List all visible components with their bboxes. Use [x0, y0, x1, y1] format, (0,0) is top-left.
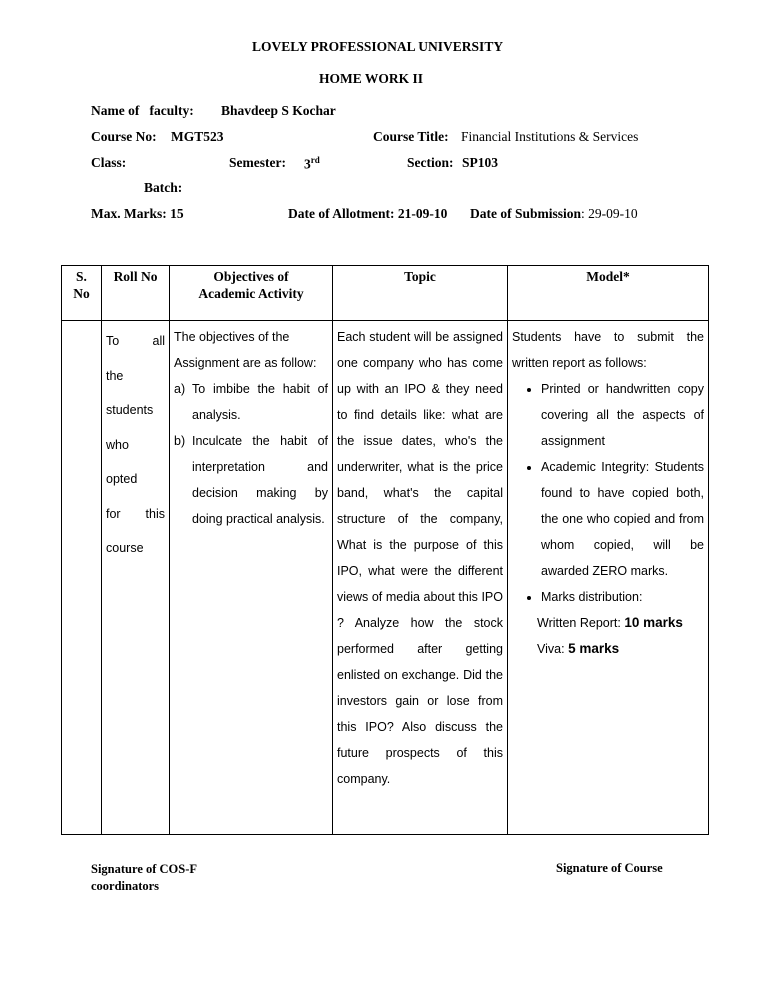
- cell-objectives: [170, 321, 333, 835]
- header-topic: Topic: [333, 266, 508, 321]
- list-item: [174, 428, 328, 532]
- section-value: SP103: [462, 155, 499, 170]
- table-header-row: [62, 266, 709, 321]
- document-title: HOME WORK II: [319, 71, 424, 86]
- signature-cosf-line2: coordinators: [91, 879, 160, 893]
- course-title-value: Financial Institutions & Services: [461, 129, 639, 144]
- viva-label: Viva:: [537, 642, 565, 656]
- viva-marks: [512, 636, 704, 662]
- semester-label: Semester:: [229, 155, 286, 170]
- cell-topic: Each student will be assigned one company who has come up with an IPO & they need to find details like: what are the issue dates, who's the underwriter, what is the price band, what's the capital structure of the company, What is the purpose of this IPO, what were the different views of media about this IPO ? Analyze how the stock performed after getting enlisted on exchange. Did the investors gain or lose from this IPO? Also discuss the future prospects of this company.: [333, 321, 508, 835]
- roll-line: for this: [106, 506, 165, 521]
- list-item: [174, 376, 328, 428]
- table-row: [62, 321, 709, 835]
- university-name: LOVELY PROFESSIONAL UNIVERSITY: [252, 39, 504, 54]
- header-model: Model*: [508, 266, 709, 321]
- signature-course: Signature of Course: [556, 861, 663, 875]
- objectives-list: [174, 376, 328, 532]
- semester-suffix: rd: [310, 155, 320, 165]
- cell-roll-no: [102, 321, 170, 835]
- submission-date: [470, 206, 638, 222]
- roll-line: the: [106, 368, 124, 383]
- written-label: Written Report:: [537, 616, 621, 630]
- faculty-label: Name of faculty:: [91, 103, 194, 118]
- allotment-date: Date of Allotment: 21-09-10: [288, 206, 448, 221]
- model-intro: Students have to submit the written report as follows:: [512, 330, 704, 370]
- objectives-intro: The objectives of the Assignment are as follow:: [174, 330, 317, 370]
- submission-value: : 29-09-10: [581, 206, 638, 221]
- roll-line: students: [106, 403, 154, 417]
- written-report-marks: [512, 610, 704, 636]
- objective-text: To imbibe the habit of analysis.: [192, 382, 328, 422]
- course-no-label: Course No:: [91, 129, 157, 144]
- header-objectives: Objectives of Academic Activity: [170, 266, 333, 321]
- max-marks: Max. Marks: 15: [91, 206, 184, 221]
- section-label: Section:: [407, 155, 454, 170]
- signature-cosf-line1: Signature of COS-F: [91, 862, 198, 876]
- homework-table: [61, 265, 709, 835]
- objective-label: a): [174, 382, 186, 396]
- roll-line: To all: [106, 334, 165, 348]
- model-bullet-list: [512, 376, 704, 610]
- class-label: Class:: [91, 155, 127, 170]
- roll-line: opted: [106, 472, 138, 486]
- cell-sno: [62, 321, 102, 835]
- list-item: • Printed or handwritten copy covering all the aspects of assignment: [541, 376, 704, 454]
- header-sno: S. No: [62, 266, 102, 321]
- written-value: 10 marks: [624, 615, 683, 630]
- faculty-value: Bhavdeep S Kochar: [221, 103, 336, 118]
- batch-label: Batch:: [144, 180, 183, 195]
- list-item: • Marks distribution:: [541, 584, 704, 610]
- roll-line: course: [106, 541, 144, 555]
- cell-model: [508, 321, 709, 835]
- course-no-value: MGT523: [171, 129, 224, 144]
- roll-line: who: [106, 437, 129, 452]
- objective-text: Inculcate the habit of interpretation and decision making by doing practical analysis.: [192, 434, 328, 526]
- semester-value: [304, 155, 320, 173]
- course-title-label: Course Title:: [373, 129, 449, 144]
- signature-cosf: [91, 861, 197, 895]
- list-item: • Academic Integrity: Students found to have copied both, the one who copied and from whom copied, will be awarded ZERO marks.: [541, 454, 704, 584]
- submission-label: Date of Submission: [470, 206, 582, 221]
- viva-value: 5 marks: [568, 641, 620, 656]
- semester-number: 3: [304, 156, 311, 172]
- header-roll-no: Roll No: [102, 266, 170, 321]
- objective-label: b): [174, 434, 186, 448]
